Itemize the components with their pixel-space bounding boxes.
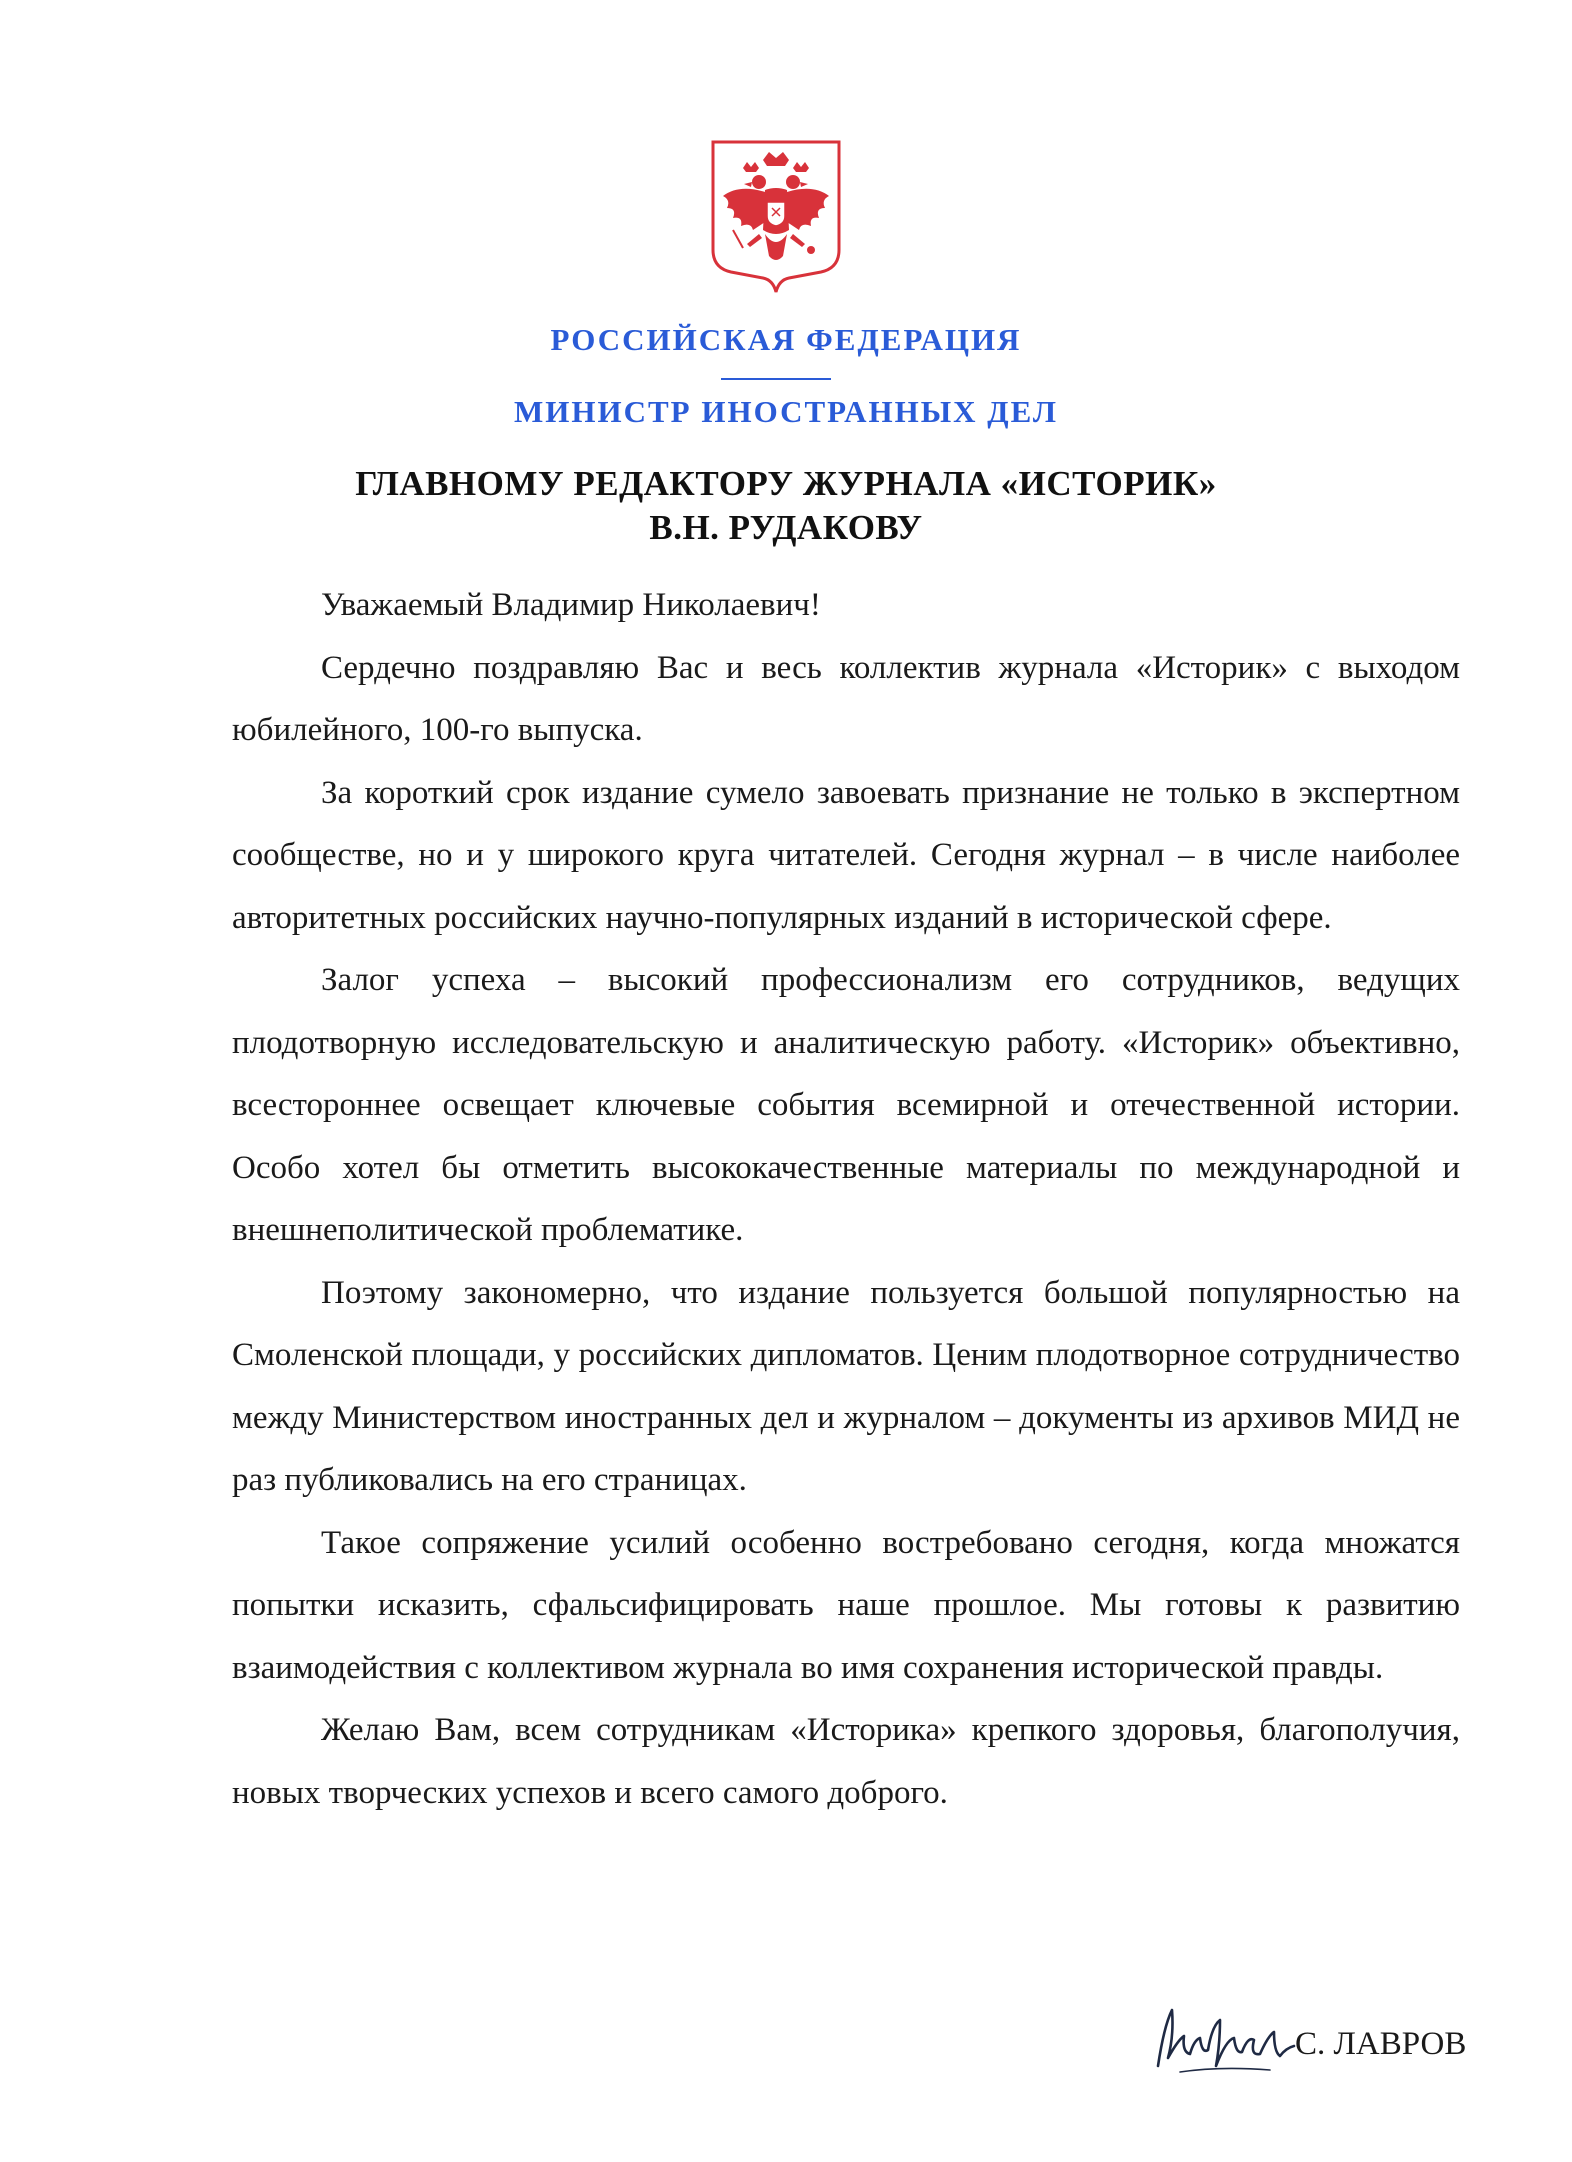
addressee-line-1: ГЛАВНОМУ РЕДАКТОРУ ЖУРНАЛА «ИСТОРИК» [355,464,1217,503]
country-title: РОССИЙСКАЯ ФЕДЕРАЦИЯ [550,322,1022,357]
paragraph-5: Такое сопряжение усилий особенно востребовано сегодня, когда множатся попытки исказить, сфальсифицировать наше прошлое. Мы готовы к развитию взаимодействия с коллективом журнала во имя сохранения исторической правды. [232,1524,1460,1686]
letter-body [232,574,1460,1824]
addressee-line-2: В.Н. РУДАКОВУ [649,508,923,547]
paragraph-2: За короткий срок издание сумело завоевать признание не только в экспертном сообществе, но и у широкого круга читателей. Сегодня журнал – в числе наиболее авторитетных российских научно-популярных изданий в исторической сфере. [232,774,1460,936]
ministry-title: МИНИСТР ИНОСТРАННЫХ ДЕЛ [514,394,1058,429]
header-divider [721,378,831,380]
signer-name: С. ЛАВРОВ [1295,2026,1467,2062]
handwritten-signature [1150,1996,1300,2086]
salutation: Уважаемый Владимир Николаевич! [321,587,821,623]
signature-block [1150,1996,1480,2096]
paragraph-6: Желаю Вам, всем сотрудникам «Историка» крепкого здоровья, благополучия, новых творческих успехов и всего самого доброго. [232,1712,1460,1811]
paragraph-1: Сердечно поздравляю Вас и весь коллектив журнала «Историк» с выходом юбилейного, 100-го выпуска. [232,649,1460,748]
coat-of-arms-emblem [709,138,843,294]
paragraph-3: Залог успеха – высокий профессионализм его сотрудников, ведущих плодотворную исследовательскую и аналитическую работу. «Историк» объективно, всестороннее освещает ключевые события всемирной и отечественной истории. Особо хотел бы отметить высококачественные материалы по международной и внешнеполитической проблематике. [232,962,1460,1248]
paragraph-4: Поэтому закономерно, что издание пользуется большой популярностью на Смоленской площади, у российских дипломатов. Ценим плодотворное сотрудничество между Министерством иностранных дел и журналом – документы из архивов МИД не раз публиковались на его страницах. [232,1274,1460,1498]
